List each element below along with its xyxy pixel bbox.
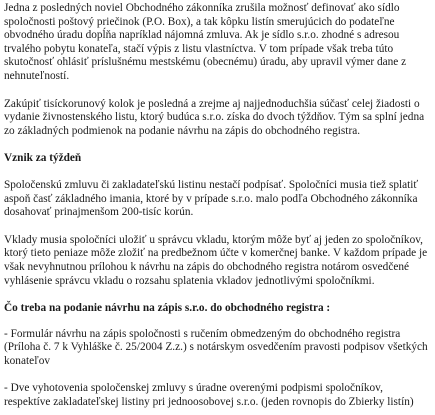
list-item-application-form: - Formulár návrhu na zápis spoločnosti s ručením obmedzeným do obchodného registra (Príloha č. 7 k Vyhláške č. 25/2004 Z.z.) s notárskym osvedčením pravosti podpisov všetkých konateľov bbox=[4, 327, 428, 367]
heading-vznik-za-tyzden: Vznik za týždeň bbox=[4, 152, 82, 165]
heading-requirements: Čo treba na podanie návrhu na zápis s.r.o. do obchodného registra : bbox=[4, 302, 331, 315]
paragraph-registered-office: Jedna z posledných noviel Obchodného zákonníka zrušila možnosť definovať ako sídlo spoločnosti poštový priečinok (P.O. Box), a tak kôpku listín smerujúcich do podateľne obvodného úradu dopĺňa napríklad nájomná zmluva. Ak je sídlo s.r.o. zhodné s adresou trvalého pobytu konateľa, stačí výpis z listu vlastníctva. V tom prípade však treba túto skutočnosť ohlásiť príslušnému mestskému (obecnému) úradu, aby upravil výmer dane z nehnuteľností. bbox=[4, 2, 407, 82]
paragraph-deposit-administrator: Vklady musia spoločníci uložiť u správcu vkladu, ktorým môže byť aj jeden zo spoločníkov, ktorý tieto peniaze môže zložiť na predbežnom účte v komerčnej banke. V každom prípade je však nevyhnutnou prílohou k návrhu na zápis do obchodného registra notárom osvedčené vyhlásenie správcu vkladu o rozsahu splatenia vkladov jednotlivými spoločníkmi. bbox=[4, 233, 428, 287]
list-item-company-agreement: - Dve vyhotovenia spoločenskej zmluvy s úradne overenými podpismi spoločníkov, respektíve zakladateľskej listiny pri jednoosobovej s.r.o. (jeden rovnopis do Zbierky listín) bbox=[4, 382, 414, 409]
paragraph-trade-license-stamp: Zakúpiť tisíckorunový kolok je posledná a zrejme aj najjednoduchšia súčasť celej žiadosti o vydanie živnostenského listu, ktorý budúca s.r.o. získa do dvoch týždňov. Tým sa splní jedna zo základných podmienok na podanie návrhu na zápis do obchodného registra. bbox=[4, 97, 425, 137]
paragraph-share-capital: Spoločenskú zmluvu či zakladateľskú listinu nestačí podpísať. Spoločníci musia tiež splatiť aspoň časť základného imania, ktoré by v prípade s.r.o. malo podľa Obchodného zákonníka dosahovať prinajmenšom 200-tisíc korún. bbox=[4, 178, 419, 219]
